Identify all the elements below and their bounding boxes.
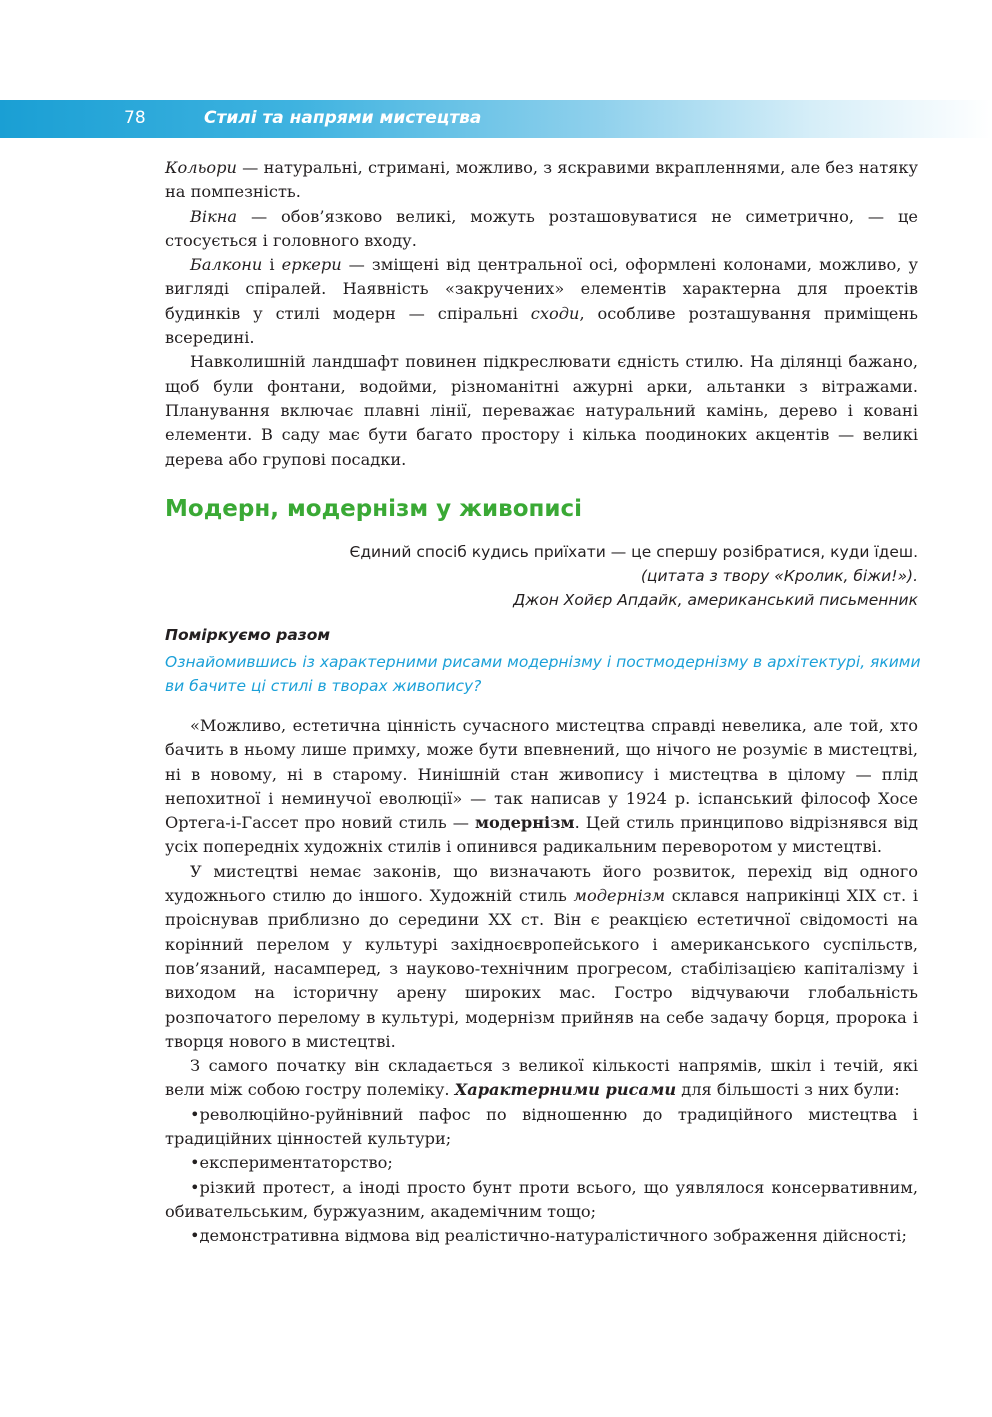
paragraph-colors-text: — натуральні, стримані, можливо, з яскравими вкрапленнями, але без натяку на помпезність. — [165, 158, 918, 202]
think-together-question: Ознайомившись із характерними рисами модернізму і постмодернізму в архітектурі, якими ви бачите ці стилі в творах живопису? — [165, 653, 921, 695]
paragraph-ortega-quote — [165, 714, 918, 860]
paragraph-windows — [165, 205, 918, 254]
term-balconies: Балкони — [190, 255, 263, 275]
paragraph-ortega-end: . Цей стиль принципово відрізнявся від усіх попередніх художніх стилів і опинився радикальним переворотом у мистецтві. — [165, 813, 918, 857]
paragraph-directions-end: для більшості з них були: — [676, 1080, 900, 1100]
bullet-item: •революційно-руйнівний пафос по відношенню до традиційного мистецтва і традиційних цінностей культури; — [165, 1104, 918, 1149]
term-colors: Кольори — [165, 158, 237, 177]
paragraph-ortega-text: «Можливо, естетична цінність сучасного мистецтва справді невелика, але той, хто бачить в ньому лише примху, може бути впевнений, що нічого не розуміє в мистецтві, ні в новому, ні в старому. Нинішній стан живопису і мистецтва в цілому — плід непохитної і неминучої еволюції» — так написав у 1924 р. іспанський філософ Хосе Ортега-і-Гассет про новий стиль — — [165, 716, 918, 833]
epigraph — [218, 540, 918, 612]
epigraph-author: Джон Хойєр Апдайк, американський письменник — [513, 591, 918, 609]
paragraph-colors — [165, 156, 918, 205]
paragraph-directions-text: З самого початку він складається з великої кількості напрямів, шкіл і течій, які вели між собою гостру полеміку. — [165, 1056, 918, 1100]
conjunction: і — [262, 255, 282, 275]
architecture-features-text — [165, 156, 918, 472]
page-number: 78 — [124, 108, 146, 128]
header-band — [0, 100, 992, 138]
paragraph-history-end: склався наприкінці XIX ст. і проіснував приблизно до середини XX ст. Він є реакцією естетичної свідомості на корінний перелом у культурі західноєвропейського і американського суспільств, пов’язаний, насамперед, з науково-технічним прогресом, стабілізацією капіталізму і виходом на історичну арену широких мас. Гостро відчуваючи глобальність розпочатого перелому в культурі, модернізм прийняв на себе задачу борця, пророка і творця нового в мистецтві. — [165, 886, 918, 1051]
section-title: Модерн, модернізм у живописі — [165, 496, 583, 522]
bullet-item: •експериментаторство; — [190, 1153, 393, 1173]
bullet-item: •різкий протест, а іноді просто бунт проти всього, що уявлялося консервативним, обивательським, буржуазним, академічним тощо; — [165, 1177, 918, 1221]
term-stairs: сходи — [530, 303, 580, 323]
think-together-title: Поміркуємо разом — [165, 626, 331, 644]
modernism-text — [165, 714, 918, 1249]
term-characteristic-features: Характерними рисами — [454, 1080, 677, 1100]
paragraph-windows-text: — обов’язково великі, можуть розташовуватися не симетрично, — це стосується і головного входу. — [165, 206, 918, 250]
term-bay-windows: еркери — [281, 255, 342, 275]
paragraph-history-text: У мистецтві немає законів, що визначають його розвиток, перехід від одного художнього стилю до іншого. Художній стиль — [165, 861, 918, 906]
epigraph-quote: Єдиний спосіб кудись приїхати — це спершу розібратися, куди їдеш. — [349, 543, 918, 561]
paragraph-directions — [165, 1054, 918, 1103]
paragraph-landscape: Навколишній ландшафт повинен підкреслювати єдність стилю. На ділянці бажано, щоб були фонтани, водойми, різноманітні ажурні арки, альтанки з вітражами. Планування включає плавні лінії, переважає натуральний камінь, дерево і ковані елементи. В саду має бути багато простору і кілька поодиноких акцентів — великі дерева або групові посадки. — [165, 352, 918, 469]
running-header-title: Стилі та напрями мистецтва — [204, 108, 482, 128]
epigraph-source: (цитата з твору «Кролик, біжи!»). — [640, 567, 918, 585]
paragraph-balconies — [165, 253, 918, 350]
term-modernism-italic: модернізм — [573, 886, 666, 906]
term-modernism-bold: модернізм — [474, 813, 575, 833]
term-windows: Вікна — [190, 206, 238, 226]
paragraph-modernism-history — [165, 860, 918, 1054]
paragraph-balconies-end: , особливе розташування приміщень всередині. — [165, 303, 918, 348]
bullet-item: •демонстративна відмова від реалістично-натуралістичного зображення дійсності; — [190, 1226, 907, 1246]
paragraph-balconies-text: — зміщені від центральної осі, оформлені колонами, можливо, у вигляді спіралей. Наявність «закручених» елементів характерна для проектів будинків у стилі модерн — спіральні — [165, 255, 918, 323]
